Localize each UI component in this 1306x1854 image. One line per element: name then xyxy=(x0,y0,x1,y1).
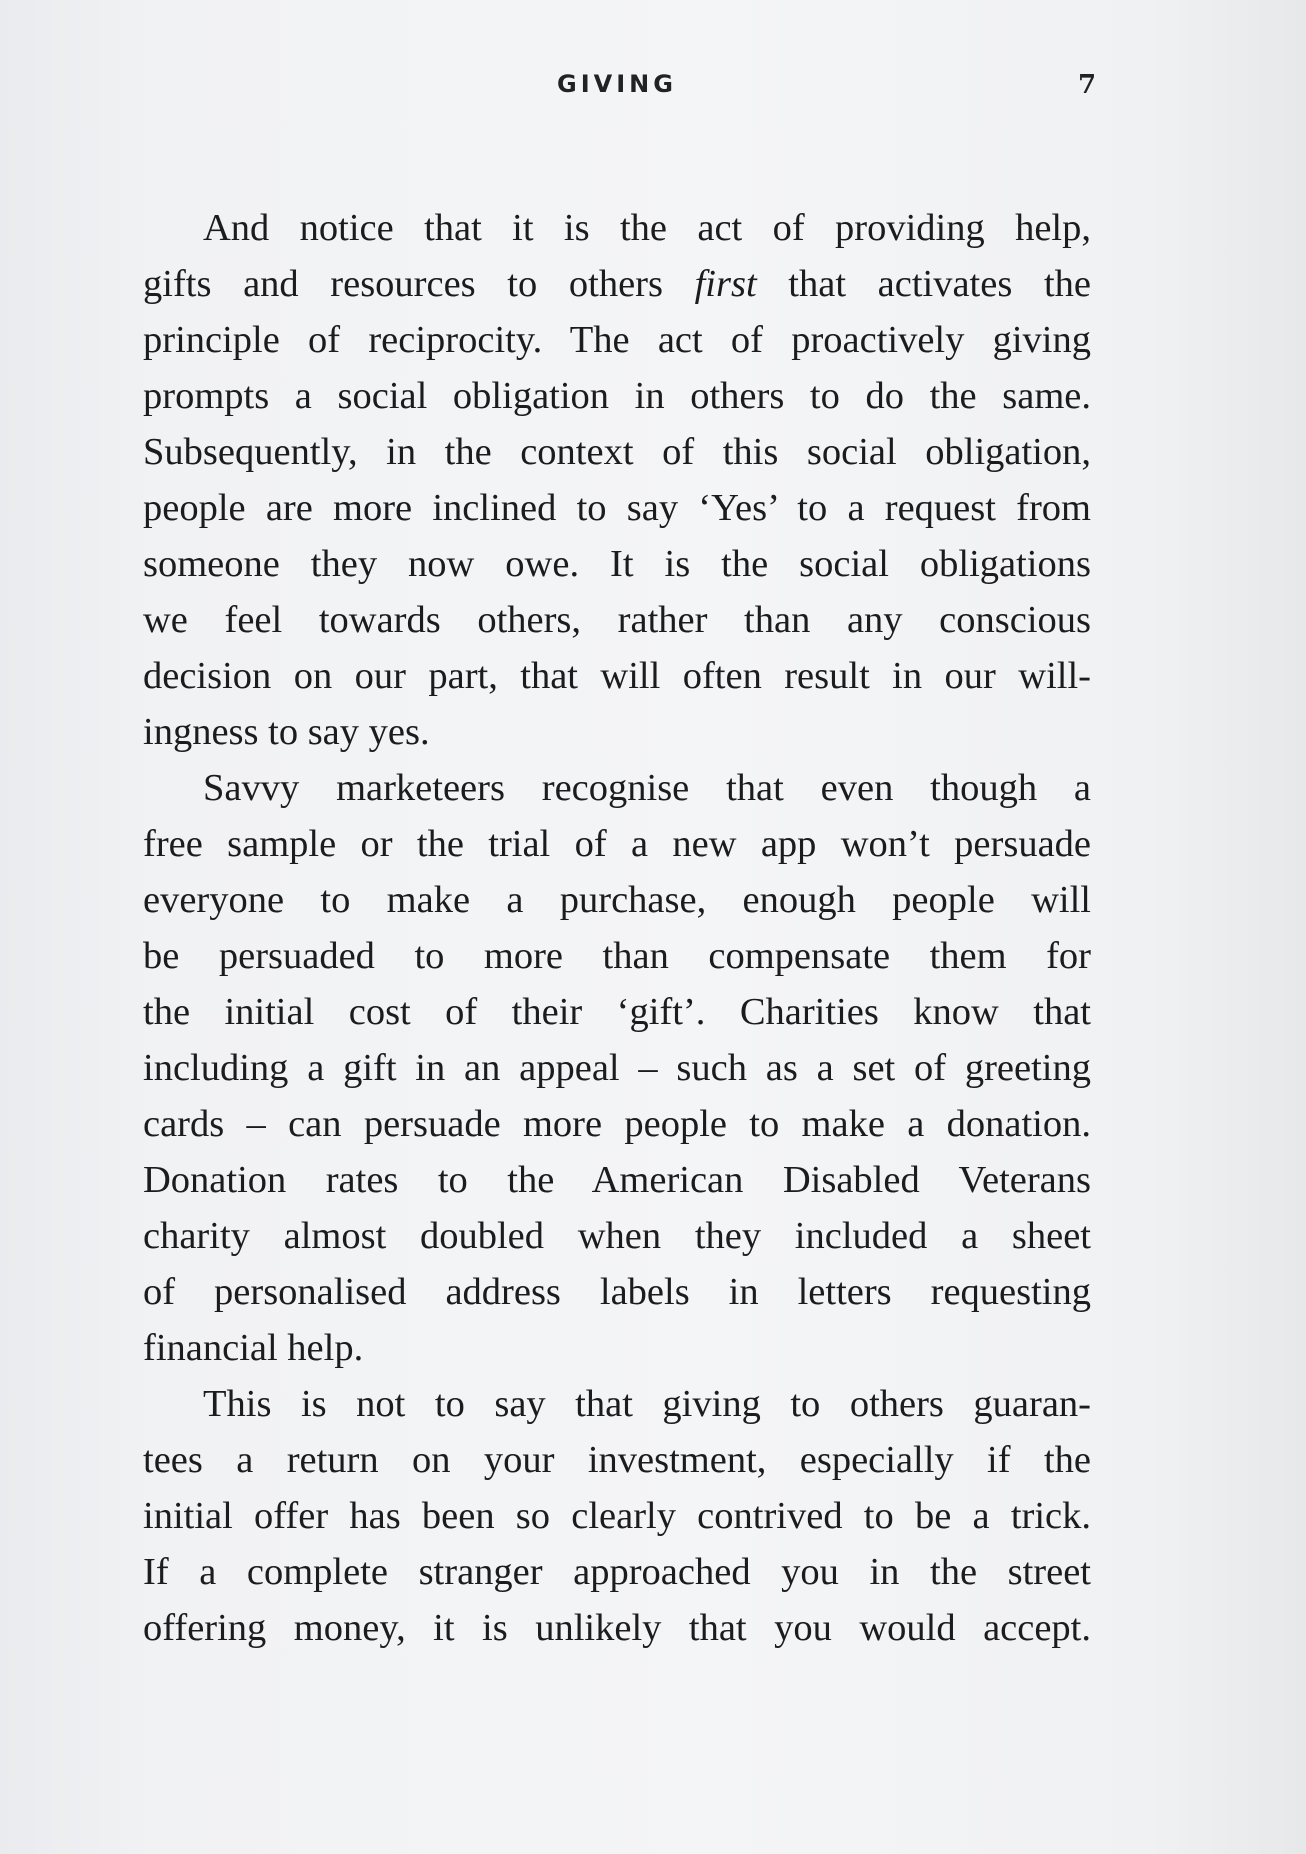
paragraph-1 xyxy=(143,200,1091,760)
text-line: This is not to say that giving to others guaran- xyxy=(203,1383,1091,1425)
paragraph-3 xyxy=(143,1376,1091,1656)
text-run: gifts and resources to others xyxy=(143,263,695,305)
text-line: principle of reciprocity. The act of proactively giving xyxy=(143,319,1091,361)
text-line: we feel towards others, rather than any conscious xyxy=(143,599,1091,641)
text-line: initial offer has been so clearly contrived to be a trick. xyxy=(143,1495,1091,1537)
text-line: tees a return on your investment, especially if the xyxy=(143,1439,1091,1481)
body-text xyxy=(143,200,1091,1656)
text-line: Subsequently, in the context of this social obligation, xyxy=(143,431,1091,473)
text-line: be persuaded to more than compensate them for xyxy=(143,935,1091,977)
running-head xyxy=(0,70,1306,104)
text-line: And notice that it is the act of providing help, xyxy=(203,207,1091,249)
paragraph-2 xyxy=(143,760,1091,1376)
text-line: free sample or the trial of a new app won’t persuade xyxy=(143,823,1091,865)
text-line: people are more inclined to say ‘Yes’ to a request from xyxy=(143,487,1091,529)
text-line: everyone to make a purchase, enough people will xyxy=(143,879,1091,921)
text-line: charity almost doubled when they included a sheet xyxy=(143,1215,1091,1257)
text-line xyxy=(143,256,1091,312)
emphasis-text: first xyxy=(694,263,757,305)
text-line: prompts a social obligation in others to do the same. xyxy=(143,375,1091,417)
text-line: Donation rates to the American Disabled Veterans xyxy=(143,1159,1091,1201)
section-title: GIVING xyxy=(557,70,677,98)
text-line: including a gift in an appeal – such as a set of greeting xyxy=(143,1047,1091,1089)
text-run: that activates the xyxy=(756,263,1091,305)
text-line: cards – can persuade more people to make a donation. xyxy=(143,1103,1091,1145)
text-line: ingness to say yes. xyxy=(143,711,430,753)
text-line: the initial cost of their ‘gift’. Charities know that xyxy=(143,991,1091,1033)
text-line: Savvy marketeers recognise that even though a xyxy=(203,767,1091,809)
text-line: decision on our part, that will often result in our will- xyxy=(143,655,1091,697)
text-line: financial help. xyxy=(143,1327,364,1369)
text-line: someone they now owe. It is the social obligations xyxy=(143,543,1091,585)
text-line: If a complete stranger approached you in the street xyxy=(143,1551,1091,1593)
page-number: 7 xyxy=(1078,70,1097,100)
text-line: of personalised address labels in letters requesting xyxy=(143,1271,1091,1313)
text-line: offering money, it is unlikely that you would accept. xyxy=(143,1607,1091,1649)
